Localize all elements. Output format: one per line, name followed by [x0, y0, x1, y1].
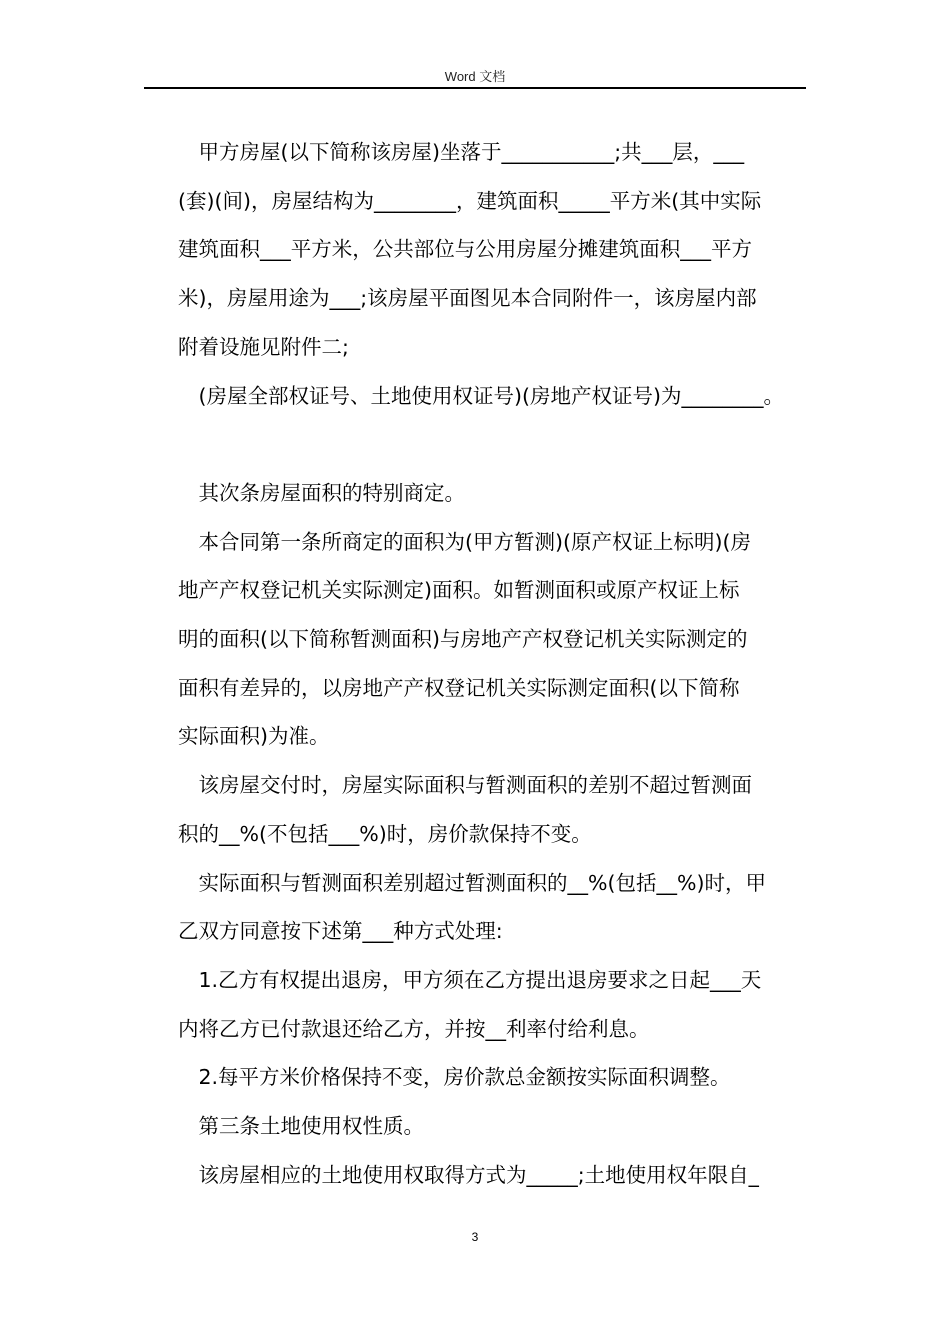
text-line: 乙双方同意按下述第___种方式处理:: [178, 919, 503, 944]
page-number: 3: [471, 1230, 479, 1244]
text-line: 该房屋相应的土地使用权取得方式为_____;土地使用权年限自_: [178, 1162, 759, 1187]
text-line: 积的__%(不包括___%)时，房价款保持不变。: [178, 821, 592, 846]
text-line: 1.乙方有权提出退房，甲方须在乙方提出退房要求之日起___天: [178, 967, 762, 992]
text-line: 2.每平方米价格保持不变，房价款总金额按实际面积调整。: [178, 1065, 731, 1090]
text-line: 米)，房屋用途为___;该房屋平面图见本合同附件一，该房屋内部: [178, 286, 757, 311]
text-line: 附着设施见附件二;: [178, 334, 349, 359]
header-divider: [144, 87, 806, 89]
text-line: 本合同第一条所商定的面积为(甲方暂测)(原产权证上标明)(房: [178, 529, 751, 554]
text-line: 明的面积(以下简称暂测面积)与房地产产权登记机关实际测定的: [178, 627, 748, 652]
text-line: 建筑面积___平方米，公共部位与公用房屋分摊建筑面积___平方: [178, 237, 752, 262]
text-line: 第三条土地使用权性质。: [178, 1114, 424, 1139]
text-line: (套)(间)，房屋结构为________，建筑面积_____平方米(其中实际: [178, 188, 762, 213]
text-line: 实际面积与暂测面积差别超过暂测面积的__%(包括__%)时，甲: [178, 870, 766, 895]
blank-line: [178, 420, 810, 469]
text-line: 甲方房屋(以下简称该房屋)坐落于___________;共___层，___: [178, 140, 745, 164]
text-line: 其次条房屋面积的特别商定。: [178, 480, 465, 505]
text-line: (房屋全部权证号、土地使用权证号)(房地产权证号)为________。: [178, 383, 784, 408]
text-line: 地产产权登记机关实际测定)面积。如暂测面积或原产权证上标: [178, 578, 740, 603]
document-body: [178, 128, 810, 1199]
text-line: 面积有差异的，以房地产产权登记机关实际测定面积(以下简称: [178, 675, 740, 700]
page-header: Word 文档: [444, 69, 506, 84]
text-line: 该房屋交付时，房屋实际面积与暂测面积的差别不超过暂测面: [178, 773, 752, 798]
text-line: 内将乙方已付款退还给乙方，并按__利率付给利息。: [178, 1016, 650, 1041]
text-line: 实际面积)为准。: [178, 724, 330, 749]
